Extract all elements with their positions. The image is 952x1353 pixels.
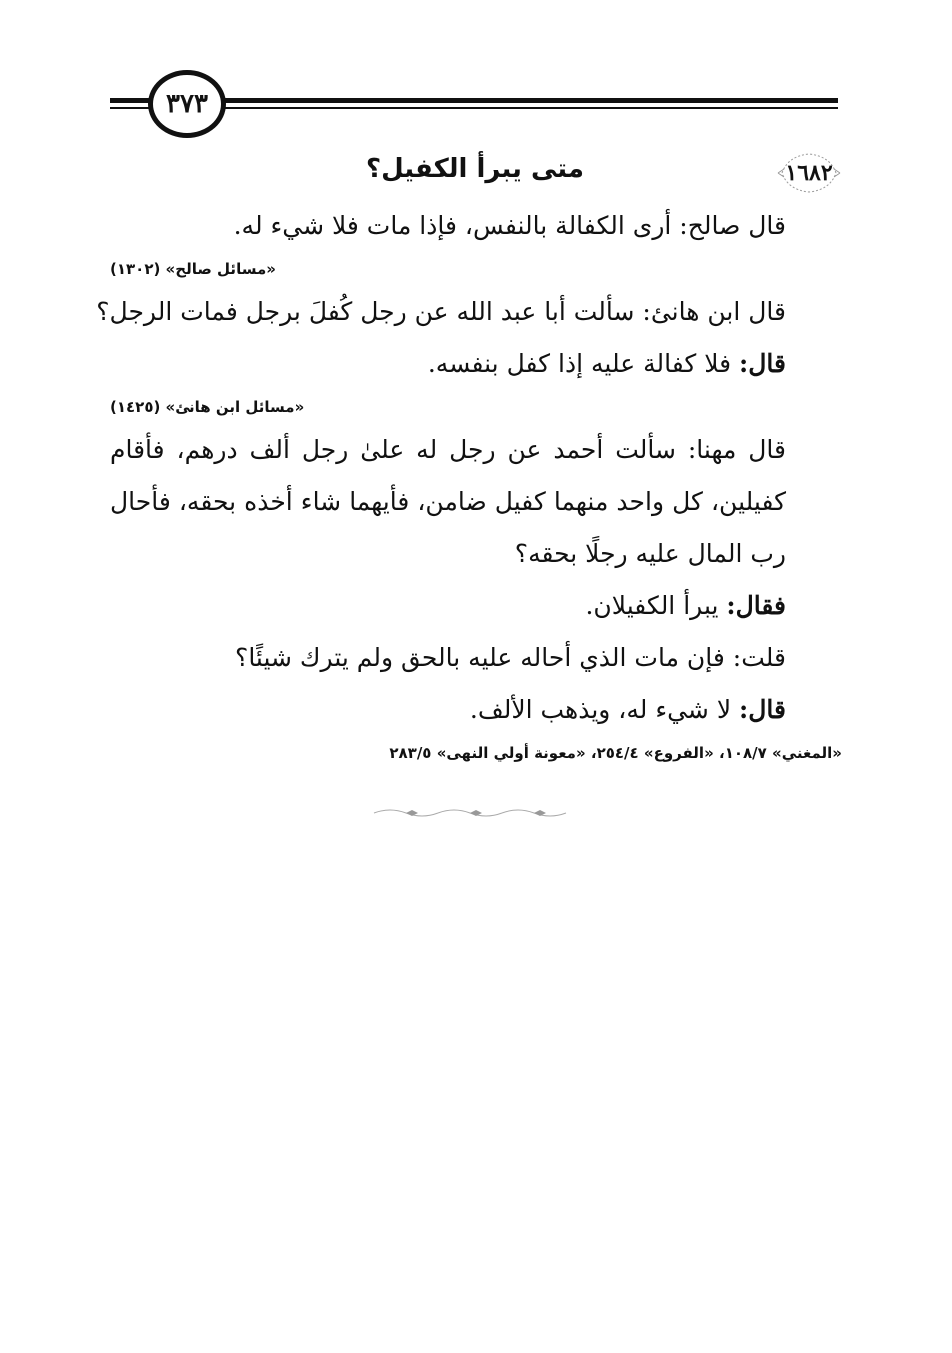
speaker-label: قال: (739, 695, 786, 724)
entry-number-badge (776, 150, 842, 196)
entry-title: متى يبرأ الكفيل؟ (366, 154, 584, 184)
page-number: ٣٧٣ (166, 89, 208, 119)
text-line: قال: فلا كفالة عليه إذا كفل بنفسه. (427, 349, 786, 378)
page-header (110, 62, 838, 132)
source-citation: «مسائل ابن هانئ» (١٤٢٥) (110, 398, 305, 416)
page-content (96, 150, 842, 770)
text-line: فقال: يبرأ الكفيلان. (585, 591, 786, 620)
ornament-divider-icon (370, 806, 570, 820)
source-citation: «مسائل صالح» (١٣٠٢) (110, 260, 276, 278)
text-line: قال ابن هانئ: سألت أبا عبد الله عن رجل كُفلَ برجل فمات الرجل؟ (96, 297, 786, 326)
page-number-circle (148, 70, 226, 138)
entry-heading (110, 150, 842, 200)
speaker-label: قال: (739, 349, 786, 378)
text-line: قلت: فإن مات الذي أحاله عليه بالحق ولم يترك شيئًا؟ (235, 643, 786, 672)
text-paragraph: قال مهنا: سألت أحمد عن رجل له علىٰ رجل ألف درهم، فأقام كفيلين، كل واحد منهما كفيل ضامن، فأيهما شاء أخذه بحقه، فأحال رب المال عليه رجلًا بحقه؟ (110, 435, 787, 568)
text-line: قال: لا شيء له، ويذهب الألف. (469, 695, 786, 724)
speaker-label: فقال: (726, 591, 786, 620)
text-line: قال صالح: أرى الكفالة بالنفس، فإذا مات فلا شيء له. (233, 211, 786, 240)
source-citation: «المغني» ١٠٨/٧، «الفروع» ٢٥٤/٤، «معونة أولي النهى» ٢٨٣/٥ (389, 744, 842, 762)
entry-number: ١٦٨٢ (785, 160, 833, 186)
